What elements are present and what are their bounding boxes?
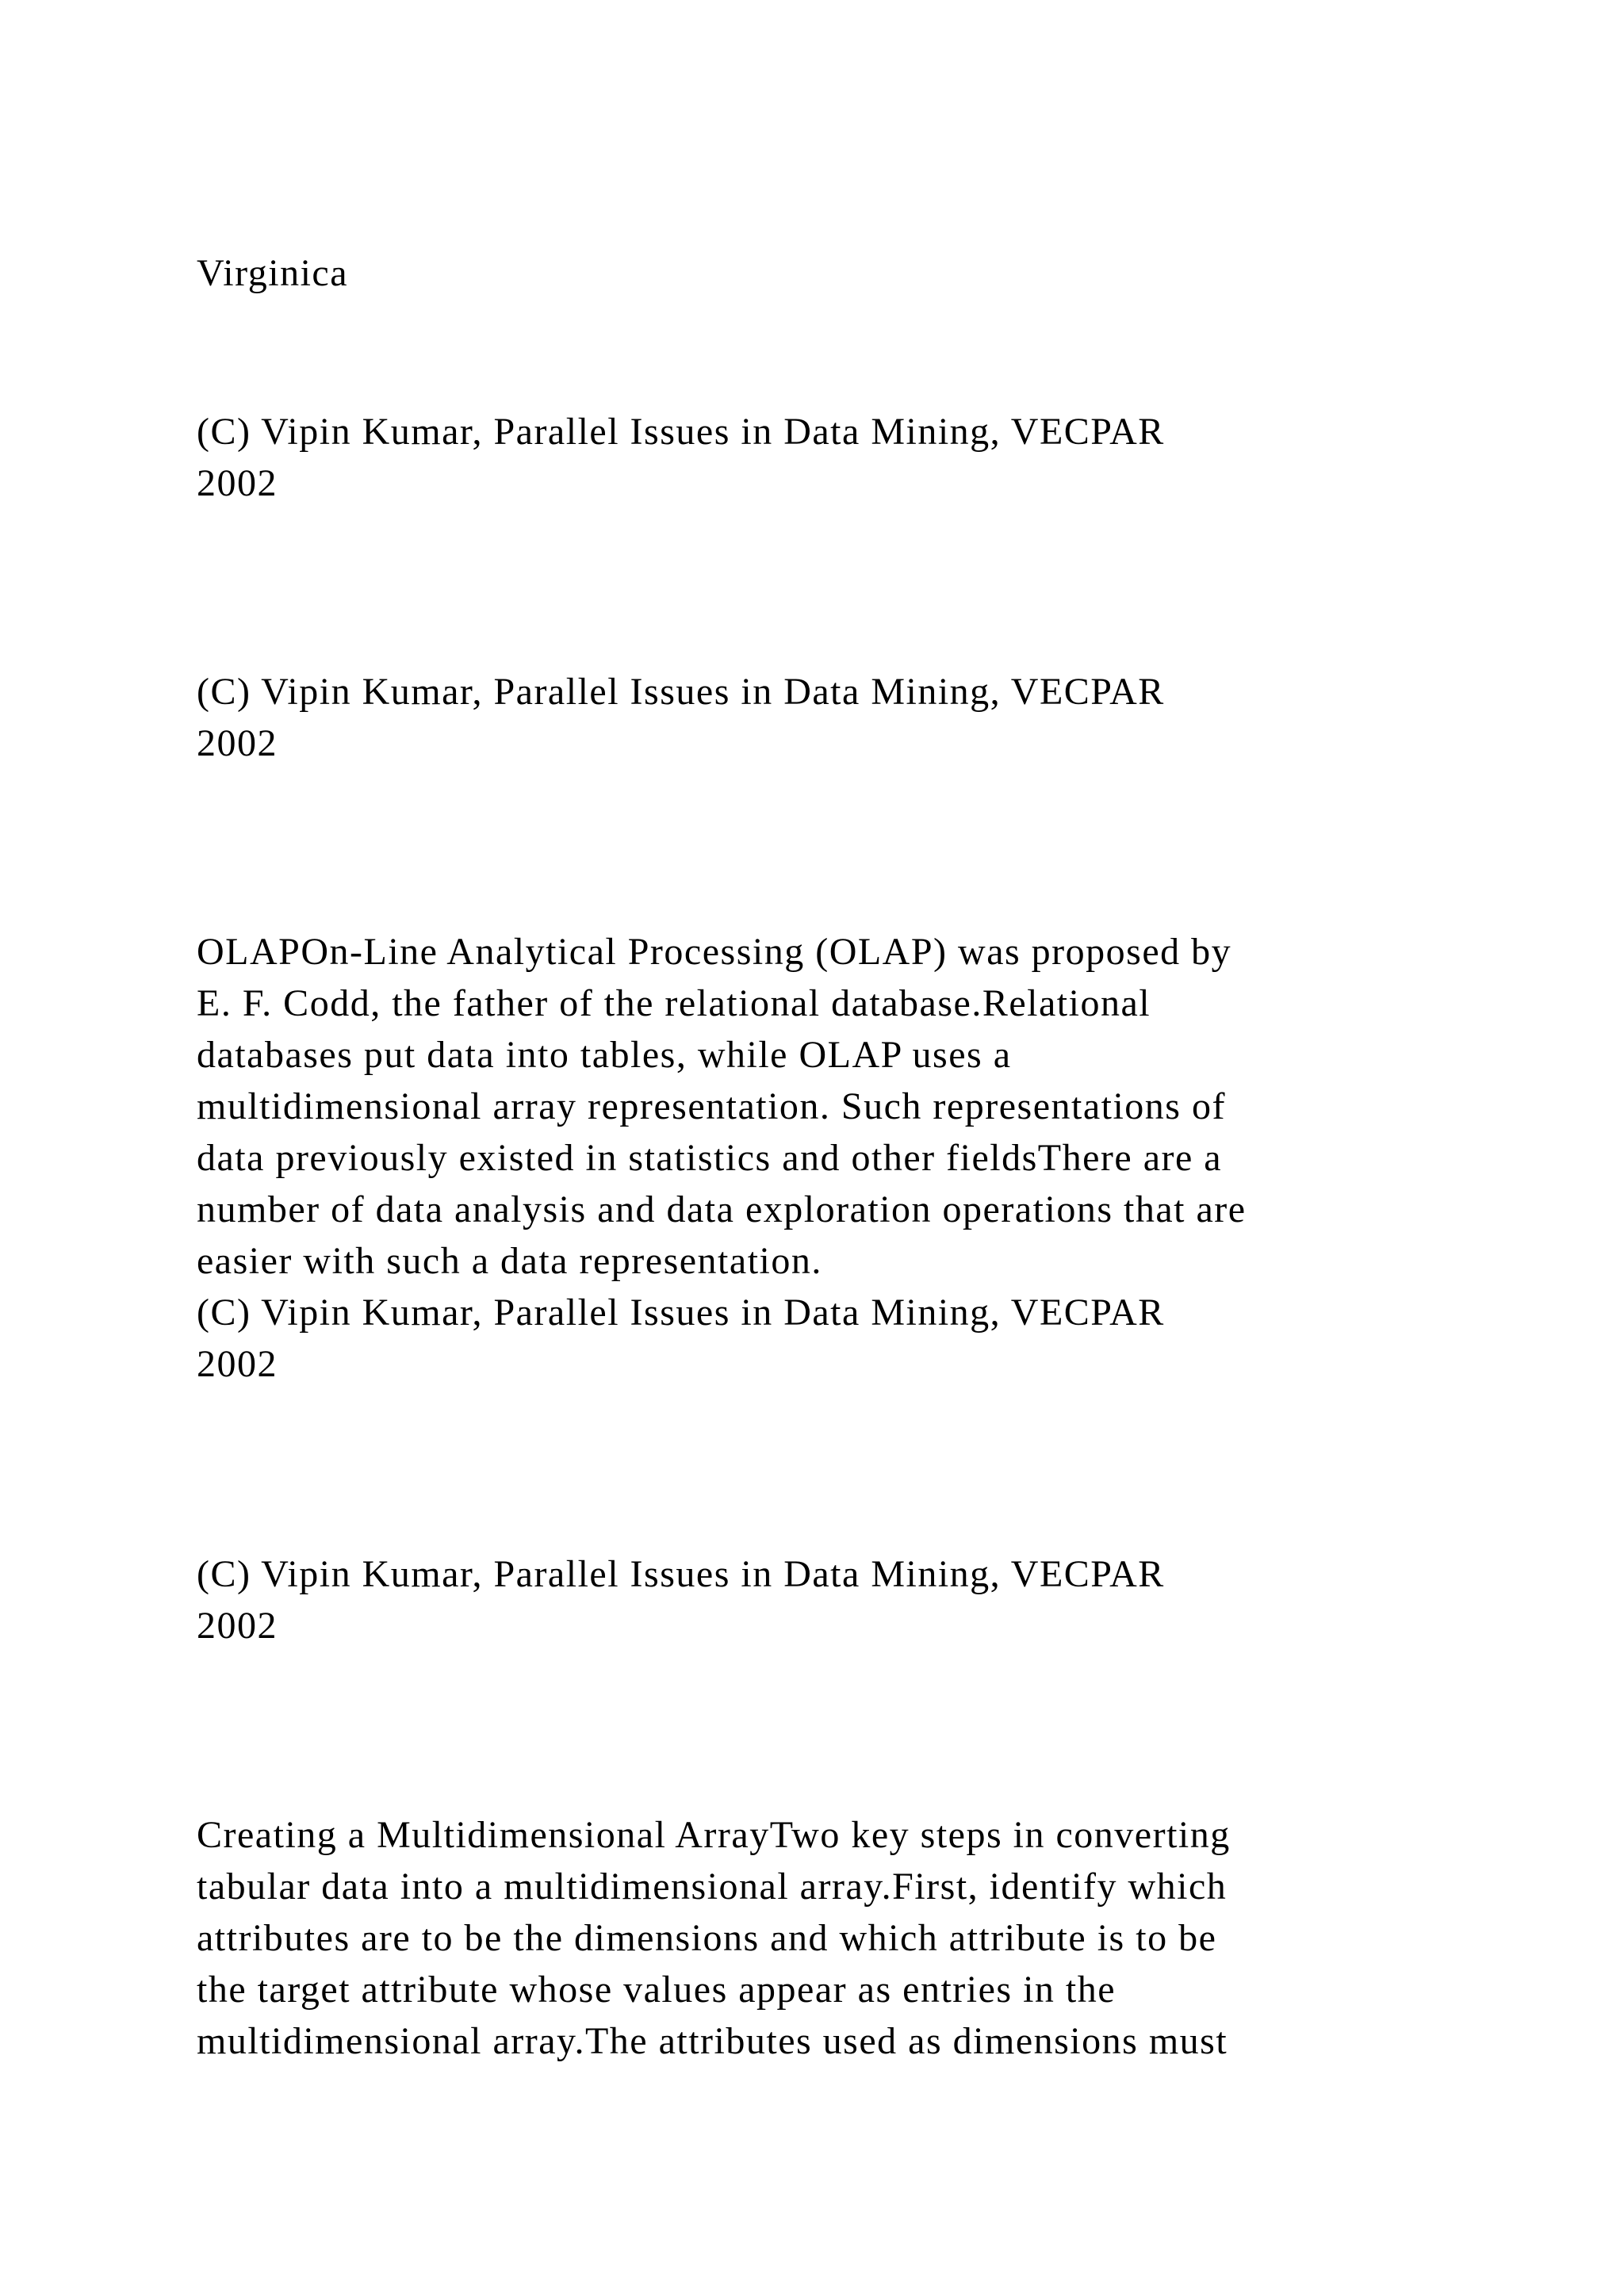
text-line: (C) Vipin Kumar, Parallel Issues in Data Mining, VECPAR bbox=[197, 671, 1165, 713]
text-line: number of data analysis and data exploration operations that are bbox=[197, 1188, 1247, 1230]
text-line: Creating a Multidimensional ArrayTwo key steps in converting bbox=[197, 1814, 1231, 1856]
text-line: 2002 bbox=[197, 722, 278, 764]
text-line: databases put data into tables, while OLAP uses a bbox=[197, 1034, 1012, 1076]
text-line: E. F. Codd, the father of the relational database.Relational bbox=[197, 982, 1151, 1024]
text-line: the target attribute whose values appear as entries in the bbox=[197, 1969, 1116, 2011]
text-line: (C) Vipin Kumar, Parallel Issues in Data Mining, VECPAR bbox=[197, 1553, 1165, 1595]
text-line: multidimensional array representation. Such representations of bbox=[197, 1085, 1226, 1127]
text-line: easier with such a data representation. bbox=[197, 1240, 822, 1282]
text-line: (C) Vipin Kumar, Parallel Issues in Data Mining, VECPAR bbox=[197, 1292, 1165, 1334]
text-line: tabular data into a multidimensional array.First, identify which bbox=[197, 1866, 1228, 1908]
text-line: multidimensional array.The attributes used as dimensions must bbox=[197, 2020, 1228, 2062]
text-line: attributes are to be the dimensions and which attribute is to be bbox=[197, 1917, 1217, 1959]
text-line: (C) Vipin Kumar, Parallel Issues in Data Mining, VECPAR bbox=[197, 411, 1165, 453]
text-line: 2002 bbox=[197, 1343, 278, 1385]
text-line: Virginica bbox=[197, 252, 349, 294]
text-line: 2002 bbox=[197, 462, 278, 504]
text-line: OLAPOn-Line Analytical Processing (OLAP) was proposed by bbox=[197, 931, 1232, 973]
text-line: data previously existed in statistics and other fieldsThere are a bbox=[197, 1137, 1223, 1179]
text-line: 2002 bbox=[197, 1605, 278, 1647]
